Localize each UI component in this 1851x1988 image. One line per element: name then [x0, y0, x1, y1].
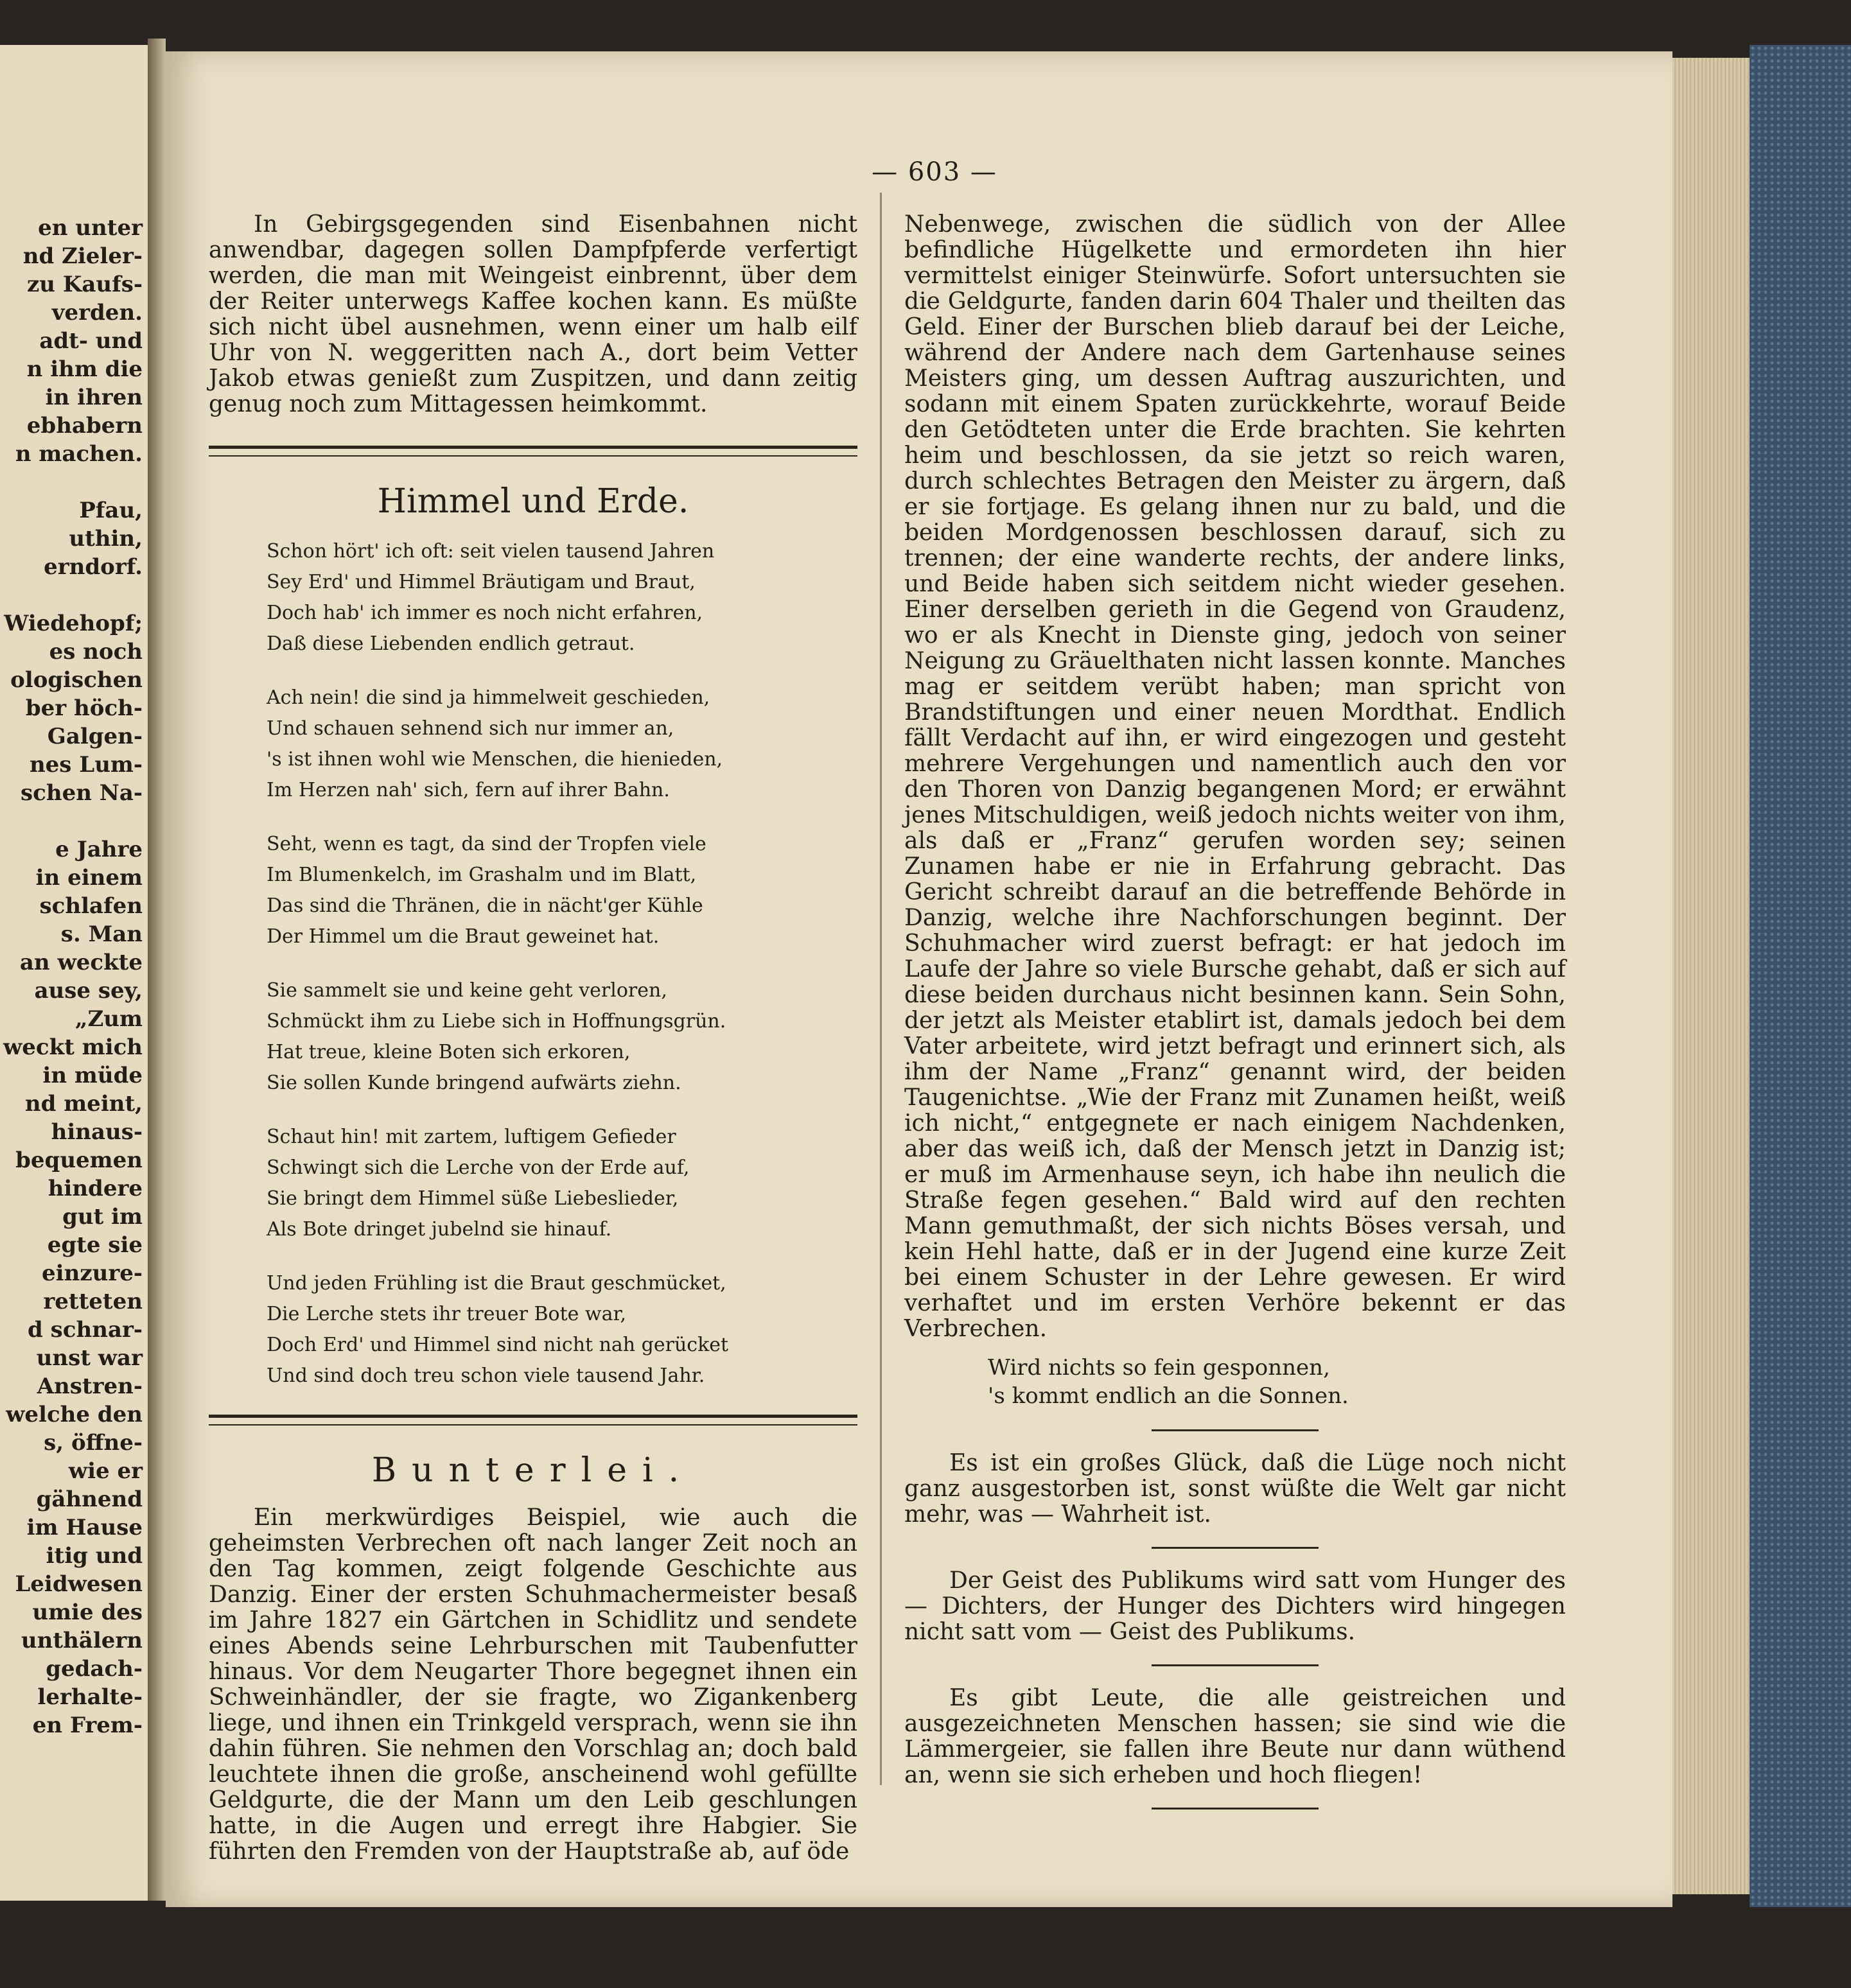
- poem-stanza: [267, 829, 857, 952]
- motto-line: Wird nichts so fein gesponnen,: [988, 1355, 1330, 1381]
- left-page-line: ause sey,: [34, 978, 143, 1004]
- section-title-bunterlei: Bunterlei.: [371, 1451, 695, 1490]
- section-rule: [209, 446, 857, 457]
- poem-line: Doch hab' ich immer es noch nicht erfahren,: [267, 602, 703, 624]
- poem-title: Himmel und Erde.: [377, 482, 689, 521]
- poem-stanza: [267, 683, 857, 806]
- left-page-line: zu Kaufs-: [26, 272, 143, 297]
- poem-stanza: [267, 1122, 857, 1245]
- poem-line: Und sind doch treu schon viele tausend Jahr.: [267, 1365, 705, 1387]
- poem-line: Daß diese Liebenden endlich getraut.: [267, 632, 635, 655]
- poem: [209, 536, 857, 1391]
- left-page-line: gähnend: [36, 1487, 143, 1512]
- left-page-line: e Jahre: [55, 837, 143, 862]
- left-page-line: gedach-: [46, 1656, 143, 1682]
- poem-line: Und jeden Frühling ist die Braut geschmücket,: [267, 1272, 726, 1295]
- left-page-line: ber höch-: [25, 695, 143, 721]
- intro-paragraph: In Gebirgsgegenden sind Eisenbahnen nicht anwendbar, dagegen sollen Dampfpferde verfertigt werden, die man mit Weingeist einbrennt, über dem der Reiter unterwegs Kaffee kochen kann. Es müßte sich nicht übel ausnehmen, wenn einer um halb eilf Uhr von N. weggeritten nach A., dort beim Vetter Jakob etwas genießt zum Zuspitzen, und dann zeitig genug noch zum Mittagessen heimkommt.: [209, 211, 857, 417]
- left-page-line: in einem: [35, 865, 143, 891]
- left-page-line: egte sie: [47, 1232, 143, 1258]
- left-page-line: nd Zieler-: [22, 243, 143, 269]
- poem-line: Als Bote dringet jubelnd sie hinauf.: [267, 1218, 612, 1241]
- left-page-line: erndorf.: [44, 554, 143, 580]
- left-page-line: Galgen-: [47, 724, 143, 749]
- left-page-line: schen Na-: [21, 780, 143, 806]
- poem-line: Schmückt ihm zu Liebe sich in Hoffnungsgrün.: [267, 1010, 726, 1033]
- left-column: [209, 212, 857, 1865]
- left-page-line: n machen.: [15, 441, 143, 467]
- short-rule: [1152, 1547, 1319, 1549]
- motto-line: 's kommt endlich an die Sonnen.: [988, 1383, 1349, 1409]
- poem-line: 's ist ihnen wohl wie Menschen, die hienieden,: [267, 748, 723, 771]
- short-rule: [1152, 1664, 1319, 1666]
- book-cover: [1750, 45, 1851, 1907]
- left-page-line: im Hause: [26, 1515, 143, 1540]
- left-page-line: umie des: [32, 1600, 143, 1625]
- left-page-line: unst war: [36, 1345, 143, 1371]
- left-page-line: Leidwesen: [15, 1571, 143, 1597]
- poem-stanza: [267, 536, 857, 659]
- left-facing-page: [0, 45, 152, 1901]
- left-page-line: wie er: [68, 1458, 143, 1484]
- left-page-line: n ihm die: [26, 356, 143, 382]
- left-page-line: hinaus-: [51, 1119, 143, 1145]
- left-page-line: d schnar-: [28, 1317, 143, 1343]
- left-page-line: unthälern: [21, 1628, 143, 1653]
- left-page-line: itig und: [46, 1543, 143, 1569]
- short-rule: [1152, 1429, 1319, 1431]
- poem-stanza: [267, 975, 857, 1099]
- poem-line: Schaut hin! mit zartem, luftigem Gefieder: [267, 1126, 676, 1148]
- aphorism: Der Geist des Publikums wird satt vom Hunger des — Dichters, der Hunger des Dichters wird hingegen nicht satt vom — Geist des Publikums.: [904, 1567, 1566, 1645]
- left-page-line: welche den: [6, 1402, 143, 1427]
- left-page-line: retteten: [43, 1289, 143, 1314]
- poem-line: Schon hört' ich oft: seit vielen tausend Jahren: [267, 540, 715, 562]
- left-page-line: uthin,: [69, 526, 143, 552]
- left-page-line: ologischen: [10, 667, 143, 693]
- page-number: — 603 —: [872, 157, 997, 187]
- left-page-line: verden.: [51, 300, 143, 326]
- left-page-line: lerhalte-: [37, 1684, 143, 1710]
- left-page-line: „Zum: [75, 1006, 143, 1032]
- left-page-line: s, öffne-: [44, 1430, 143, 1456]
- short-rule: [1152, 1808, 1319, 1809]
- poem-line: Sey Erd' und Himmel Bräutigam und Braut,: [267, 571, 696, 593]
- left-page-line: es noch: [49, 639, 143, 665]
- poem-line: Sie bringt dem Himmel süße Liebeslieder,: [267, 1187, 679, 1210]
- left-page-line: einzure-: [42, 1260, 143, 1286]
- poem-line: Im Blumenkelch, im Grashalm und im Blatt,: [267, 864, 697, 886]
- story-paragraph-part1: Ein merkwürdiges Beispiel, wie auch die geheimsten Verbrechen oft nach langer Zeit noch an den Tag kommen, zeigt folgende Geschichte aus Danzig. Einer der ersten Schuhmachermeister besaß im Jahre 1827 ein Gärtchen in Schidlitz und sendete eines Abends seine Lehrburschen mit Taubenfutter hinaus. Vor dem Neugarter Thore begegnet ihnen ein Schweinhändler, der sie fragte, wo Zigankenberg liege, und ihnen ein Trinkgeld versprach, wenn sie ihn dahin führen. Sie nehmen den Vorschlag an; doch bald leuchtete ihnen die große, anscheinend wohl gefüllte Geldgurte, die der Mann um den Leib geschlungen hatte, in die Augen und erregt ihre Habgier. Sie führten den Fremden von der Hauptstraße ab, auf öde: [209, 1504, 857, 1865]
- left-page-line: en Frem-: [32, 1713, 143, 1738]
- proverb-motto: [988, 1354, 1566, 1410]
- left-page-line: Pfau,: [79, 498, 143, 523]
- left-page-line: bequemen: [15, 1147, 143, 1173]
- poem-stanza: [267, 1268, 857, 1391]
- poem-line: Schwingt sich die Lerche von der Erde auf,: [267, 1156, 690, 1179]
- poem-line: Und schauen sehnend sich nur immer an,: [267, 717, 674, 740]
- poem-line: Ach nein! die sind ja himmelweit geschieden,: [267, 686, 710, 709]
- left-page-line: Wiedehopf;: [4, 611, 143, 636]
- poem-line: Die Lerche stets ihr treuer Bote war,: [267, 1303, 627, 1325]
- left-page-line: in müde: [42, 1063, 143, 1088]
- poem-line: Im Herzen nah' sich, fern auf ihrer Bahn.: [267, 779, 670, 801]
- left-page-line: weckt mich: [3, 1034, 143, 1060]
- poem-line: Hat treue, kleine Boten sich erkoren,: [267, 1041, 631, 1063]
- poem-line: Der Himmel um die Braut geweinet hat.: [267, 925, 660, 948]
- aphorism: Es gibt Leute, die alle geistreichen und ausgezeichneten Menschen hassen; sie sind wie die Lämmergeier, sie fallen ihre Beute nur dann wüthend an, wenn sie sich erheben und hoch fliegen!: [904, 1685, 1566, 1788]
- left-page-line: s. Man: [60, 921, 143, 947]
- left-page-line: schlafen: [39, 893, 143, 919]
- left-page-line: ebhabern: [26, 413, 143, 439]
- page-edges: [1672, 58, 1750, 1894]
- poem-line: Sie sollen Kunde bringend aufwärts ziehn.: [267, 1072, 681, 1094]
- story-paragraph-part2: Nebenwege, zwischen die südlich von der Allee befindliche Hügelkette und ermordeten ihn hier vermittelst einiger Steinwürfe. Sofort untersuchten sie die Geldgurte, fanden darin 604 Thaler und theilten das Geld. Einer der Burschen blieb darauf bei der Leiche, während der Andere nach dem Gartenhause seines Meisters ging, um dessen Auftrag auszurichten, und sodann mit einem Spaten zurückkehrte, worauf Beide den Getödteten unter die Erde brachten. Sie kehrten heim und beschlossen, da sie jetzt so reich waren, durch schlechtes Betragen den Meister zu ärgern, daß er sie fortjage. Es gelang ihnen nur zu bald, und die beiden Mordgenossen beschlossen darauf, sich zu trennen; der eine wanderte rechts, der andere links, und Beide haben sich seitdem nicht wieder gesehen. Einer derselben gerieth in die Gegend von Graudenz, wo er als Knecht in Dienste ging, jedoch von seiner Neigung zu Gräuelthaten nicht lassen konnte. Manches mag er seitdem verübt haben; man spricht von Brandstiftungen und einer neuen Mordthat. Endlich fällt Verdacht auf ihn, er wird eingezogen und gesteht mehrere Vergehungen und namentlich auch den vor den Thoren von Danzig begangenen Mord; er erwähnt jenes Mitschuldigen, weiß jedoch nichts weiter von ihm, als daß er „Franz“ gerufen worden sey; seinen Zunamen habe er nie in Erfahrung gebracht. Das Gericht schreibt darauf an die betreffende Behörde in Danzig, welche ihre Nachforschungen beginnt. Der Schuhmacher wird zuerst befragt: er hat jedoch im Laufe der Jahre so viele Bursche gehabt, daß er sich auf diese beiden durchaus nicht besinnen kann. Sein Sohn, der jetzt als Meister etablirt ist, damals jedoch bei dem Vater arbeitete, wird jetzt befragt und erinnert sich, als ihm der Name „Franz“ genannt wird, der beiden Taugenichtse. „Wie der Franz mit Zunamen heißt, weiß ich nicht,“ entgegnete er nach einigem Nachdenken, aber das weiß ich, daß der Mensch jetzt in Danzig ist; er muß im Armenhause seyn, ich habe ihn neulich die Straße fegen gesehen.“ Bald wird auf den rechten Mann gemuthmaßt, der sich nichts Böses versah, und kein Hehl hatte, daß er in der Jugend eine kurze Zeit bei einem Schuster in der Lehre gewesen. Er wird verhaftet und im ersten Verhöre bekennt er das Verbrechen.: [904, 211, 1566, 1342]
- left-page-line: nd meint,: [24, 1091, 143, 1117]
- left-page-line: gut im: [62, 1204, 143, 1230]
- left-page-line: hindere: [48, 1176, 143, 1201]
- poem-line: Seht, wenn es tagt, da sind der Tropfen viele: [267, 833, 706, 855]
- book-gutter: [148, 39, 166, 1901]
- left-page-line: adt- und: [39, 328, 143, 354]
- left-page-line: an weckte: [19, 950, 143, 975]
- section-rule: [209, 1415, 857, 1426]
- aphorism: Es ist ein großes Glück, daß die Lüge noch nicht ganz ausgestorben ist, sonst wüßte die Welt gar nicht mehr, was — Wahrheit ist.: [904, 1450, 1566, 1528]
- poem-line: Sie sammelt sie und keine geht verloren,: [267, 979, 667, 1002]
- left-page-line: in ihren: [45, 385, 143, 410]
- poem-line: Doch Erd' und Himmel sind nicht nah gerücket: [267, 1334, 729, 1356]
- left-page-line: en unter: [38, 215, 143, 241]
- poem-line: Das sind die Thränen, die in nächt'ger Kühle: [267, 894, 703, 917]
- left-page-line: Anstren-: [37, 1373, 143, 1399]
- left-page-line: nes Lum-: [29, 752, 143, 778]
- column-divider: [880, 193, 882, 1785]
- right-column: [904, 212, 1566, 1829]
